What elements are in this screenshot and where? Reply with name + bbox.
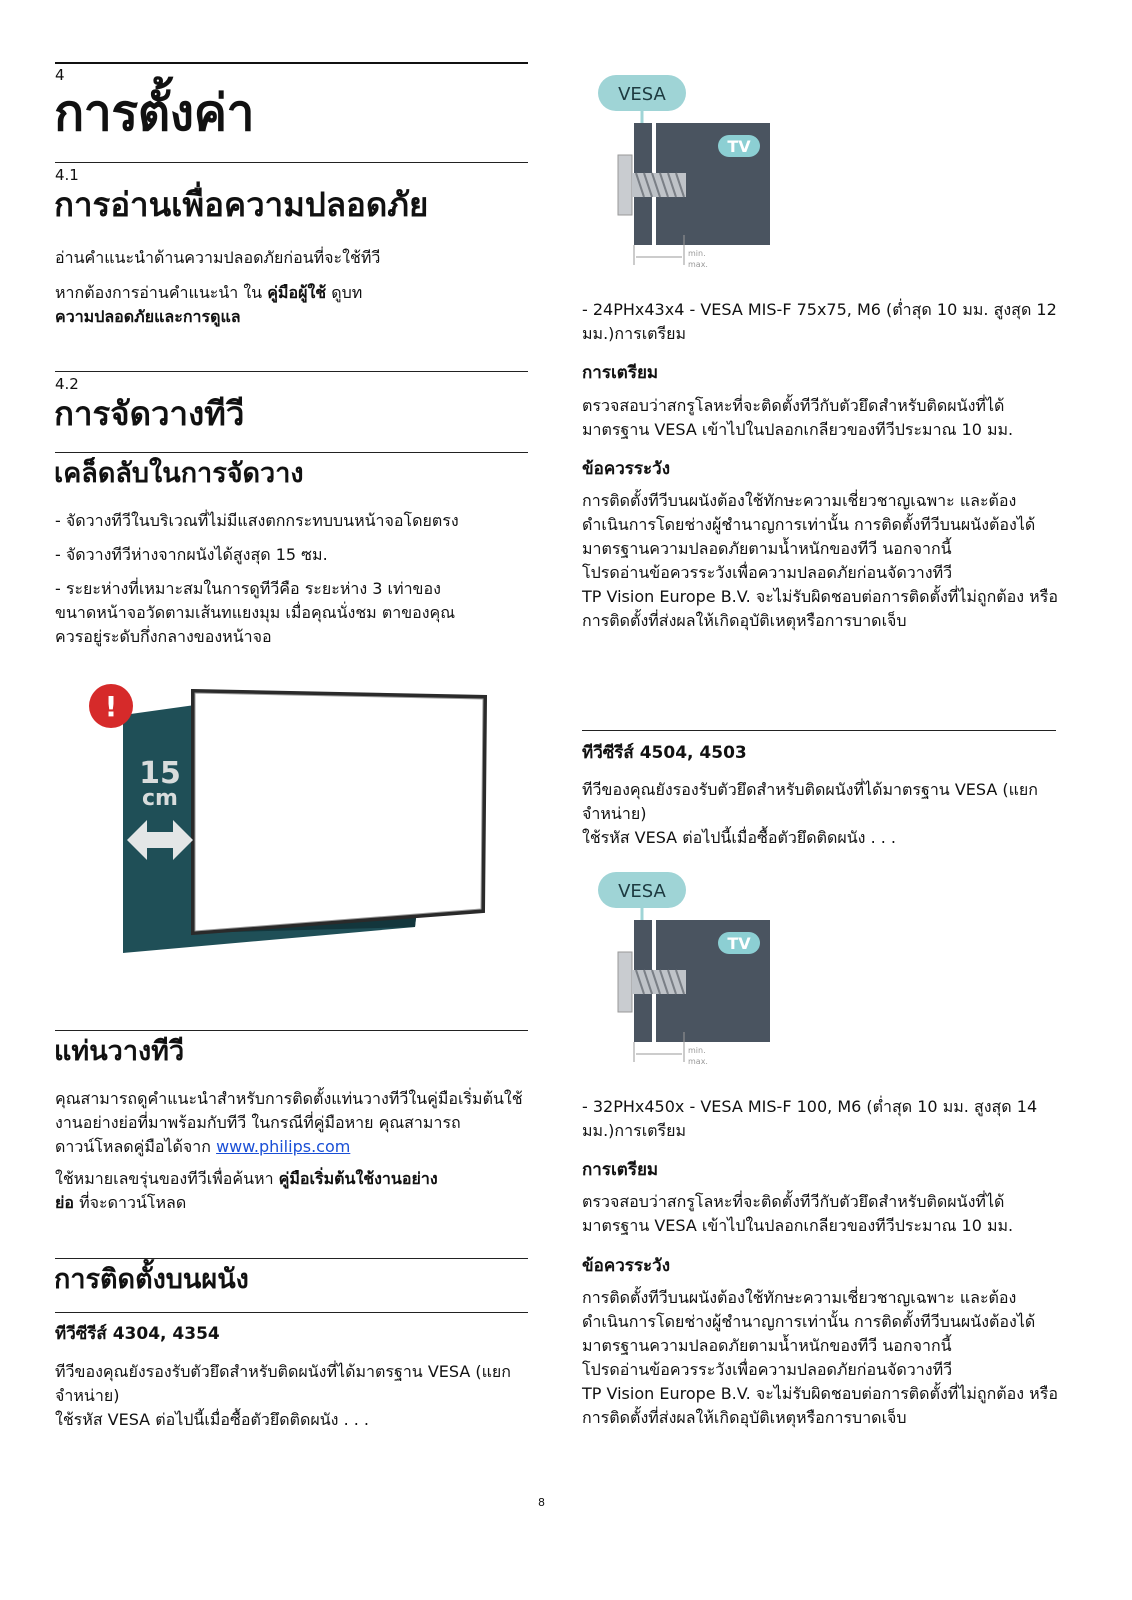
series2-rule [582, 730, 1056, 731]
caution-text-2: การติดตั้งทีวีบนผนังต้องใช้ทักษะความเชี่ยวชาญเฉพาะ และต้องดำเนินการโดยช่างผู้ชำนาญการเท่านั้น การติดตั้งทีวีบนผนังต้องได้มาตรฐานความปลอดภัยตามน้ำหนักของทีวี นอกจากนี้ โปรดอ่านข้อควรระวังเพื่อความปลอดภัยก่อนจัดวางทีวี TP Vision Europe B.V. จะไม่รับผิดชอบต่อการติดตั้งที่ไม่ถูกต้อง หรือการติดตั้งที่ส่งผลให้เกิดอุบัติเหตุหรือการบาดเจ็บ [582, 1288, 1058, 1427]
tv-placement-illustration [85, 675, 495, 960]
vesa-diagram-2 [598, 872, 778, 1072]
svg-text:TV: TV [727, 137, 751, 156]
svg-text:TV: TV [727, 934, 751, 953]
placement-tip-1: - จัดวางทีวีในบริเวณที่ไม่มีแสงตกกระทบบนหน้าจอโดยตรง [55, 511, 459, 530]
placement-tip-2: - จัดวางทีวีห่างจากผนังได้สูงสุด 15 ซม. [55, 545, 328, 564]
stand-model-text: ใช้หมายเลขรุ่นของทีวีเพื่อค้นหา คู่มือเริ่มต้นใช้งานอย่างย่อ ที่จะดาวน์โหลด [55, 1169, 438, 1212]
series1-rule [55, 1312, 528, 1313]
safety-instructions-text: หากต้องการอ่านคำแนะนำ ใน คู่มือผู้ใช้ ดูบท ความปลอดภัยและการดูแล [55, 283, 363, 326]
section-title-4-2: การจัดวางทีวี [54, 394, 245, 433]
series2-title: ทีวีซีรีส์ 4504, 4503 [582, 743, 747, 763]
subsection-rule-tips [55, 452, 528, 453]
svg-text:VESA: VESA [618, 84, 666, 105]
section-number-4-2: 4.2 [55, 375, 79, 393]
prep-title-1: การเตรียม [582, 363, 659, 383]
subsection-rule-stand [55, 1030, 528, 1031]
prep-title-2: การเตรียม [582, 1160, 659, 1180]
caution-text-1: การติดตั้งทีวีบนผนังต้องใช้ทักษะความเชี่ยวชาญเฉพาะ และต้องดำเนินการโดยช่างผู้ชำนาญการเท่านั้น การติดตั้งทีวีบนผนังต้องได้มาตรฐานความปลอดภัยตามน้ำหนักของทีวี นอกจากนี้ โปรดอ่านข้อควรระวังเพื่อความปลอดภัยก่อนจัดวางทีวี TP Vision Europe B.V. จะไม่รับผิดชอบต่อการติดตั้งที่ไม่ถูกต้อง หรือการติดตั้งที่ส่งผลให้เกิดอุบัติเหตุหรือการบาดเจ็บ [582, 491, 1058, 630]
svg-text:VESA: VESA [618, 881, 666, 902]
chapter-rule [55, 62, 528, 64]
tips-title: เคล็ดลับในการจัดวาง [54, 458, 304, 489]
series1-title: ทีวีซีรีส์ 4304, 4354 [55, 1324, 220, 1344]
section-title-4-1: การอ่านเพื่อความปลอดภัย [54, 185, 429, 224]
page-number: 8 [538, 1496, 545, 1509]
tv-screen-icon [193, 691, 485, 933]
prep-text-2: ตรวจสอบว่าสกรูโลหะที่จะติดตั้งทีวีกับตัวยึดสำหรับติดผนังที่ได้มาตรฐาน VESA เข้าไปในปลอกเกลียวของทีวีประมาณ 10 มม. [582, 1192, 1014, 1235]
prep-text-1: ตรวจสอบว่าสกรูโลหะที่จะติดตั้งทีวีกับตัวยึดสำหรับติดผนังที่ได้มาตรฐาน VESA เข้าไปในปลอกเกลียวของทีวีประมาณ 10 มม. [582, 396, 1014, 439]
caution-title-1: ข้อควรระวัง [582, 459, 670, 479]
vesa-spec-2: - 32PHx450x - VESA MIS-F 100, M6 (ต่ำสุด 10 มม. สูงสุด 14 มม.)การเตรียม [582, 1097, 1038, 1140]
series1-text: ทีวีของคุณยังรองรับตัวยึดสำหรับติดผนังที่ได้มาตรฐาน VESA (แยกจำหน่าย) ใช้รหัส VESA ต่อไปนี้เมื่อซื้อตัวยึดติดผนัง . . . [55, 1362, 511, 1429]
svg-text:!: ! [104, 690, 118, 723]
placement-tip-3: - ระยะห่างที่เหมาะสมในการดูทีวีคือ ระยะห่าง 3 เท่าของขนาดหน้าจอวัดตามเส้นทแยงมุม เมื่อคุณนั่งชม ตาของคุณควรอยู่ระดับกึ่งกลางของหน้าจอ [55, 579, 456, 646]
stand-title: แท่นวางทีวี [54, 1036, 185, 1067]
wall-mount-title: การติดตั้งบนผนัง [54, 1264, 249, 1295]
vesa-spec-1: - 24PHx43x4 - VESA MIS-F 75x75, M6 (ต่ำสุด 10 มม. สูงสุด 12 มม.)การเตรียม [582, 300, 1057, 343]
chapter-title: การตั้งค่า [54, 84, 255, 142]
subsection-rule-wall [55, 1258, 528, 1259]
svg-text:max.: max. [688, 1057, 708, 1066]
svg-text:max.: max. [688, 260, 708, 269]
svg-text:min.: min. [688, 249, 706, 258]
caution-title-2: ข้อควรระวัง [582, 1256, 670, 1276]
distance-unit: cm [142, 786, 178, 811]
series2-text: ทีวีของคุณยังรองรับตัวยึดสำหรับติดผนังที่ได้มาตรฐาน VESA (แยกจำหน่าย) ใช้รหัส VESA ต่อไปนี้เมื่อซื้อตัวยึดติดผนัง . . . [582, 780, 1038, 847]
section-number-4-1: 4.1 [55, 166, 79, 184]
section-rule-4-2 [55, 371, 528, 372]
vesa-diagram-1 [598, 75, 778, 275]
chapter-number: 4 [55, 66, 65, 84]
svg-text:min.: min. [688, 1046, 706, 1055]
distance-value: 15 [139, 756, 181, 791]
safety-intro-text: อ่านคำแนะนำด้านความปลอดภัยก่อนที่จะใช้ทีวี [55, 248, 381, 267]
stand-text: คุณสามารถดูคำแนะนำสำหรับการติดตั้งแท่นวางทีวีในคู่มือเริ่มต้นใช้งานอย่างย่อที่มาพร้อมกับทีวี ในกรณีที่คู่มือหาย คุณสามารถดาวน์โหลดคู่มือได้จาก www.philips.com [55, 1089, 523, 1156]
section-rule-4-1 [55, 162, 528, 163]
philips-link[interactable]: www.philips.com [216, 1137, 351, 1156]
